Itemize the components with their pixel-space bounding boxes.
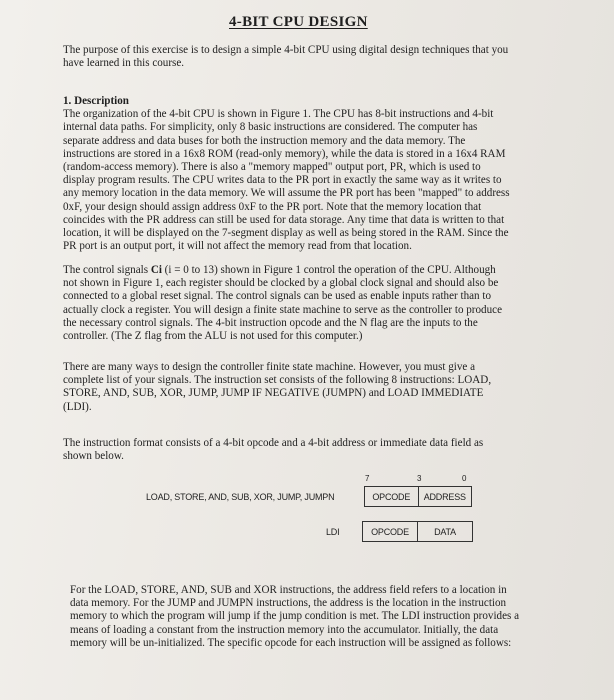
text-line: any memory location in the data memory. We will assume the PR port has been "mapped" to address [63, 187, 510, 200]
text-line: memory will be un-initialized. The specific opcode for each instruction will be assigned as follows: [70, 636, 512, 649]
format-intro-paragraph [63, 437, 547, 463]
text-line: PR port is an output port, it will not affect the memory read from that location. [63, 240, 412, 253]
text-line: means of loading a constant from the instruction memory into the accumulator. Initially, the data [70, 623, 499, 636]
format-label-ldi: LDI [326, 527, 340, 537]
text-line: the necessary control signals. The 4-bit instruction opcode and the N flag are the inputs to the [63, 316, 478, 329]
format-label-memory-ops: LOAD, STORE, AND, SUB, XOR, JUMP, JUMPN [146, 492, 335, 502]
text-line: memory to which the program will jump if the jump condition is met. The LDI instruction provides a [70, 610, 520, 623]
section-heading: 1. Description [63, 95, 129, 107]
text-line: There are many ways to design the controller finite state machine. However, you must give a [63, 361, 476, 373]
text-line: not shown in Figure 1, each register should be clocked by a global clock signal and should also be [63, 277, 499, 290]
text-line: The organization of the 4-bit CPU is shown in Figure 1. The CPU has 8-bit instructions and 4-bit [63, 108, 494, 121]
text-line: (LDI). [63, 400, 92, 413]
text-line: instructions are stored in a 16x8 ROM (read-only memory), while the data is stored in a 16x4 RAM [63, 147, 506, 160]
bit-number-3: 3 [417, 474, 422, 483]
description-section [63, 95, 547, 253]
opcode-field: OPCODE [365, 487, 419, 506]
text-fragment: (i = 0 to 13) shown in Figure 1 control the operation of the CPU. Although [161, 264, 496, 276]
text-line: shown below. [63, 450, 124, 463]
bit-number-7: 7 [365, 474, 370, 483]
text-line: actually clock a register. You will design a finite state machine to serve as the controller to produce [63, 303, 502, 316]
text-line: location, it will be displayed on the 7-segment display as well as being stored in the RAM. Since the [63, 227, 509, 240]
text-line: The instruction format consists of a 4-bit opcode and a 4-bit address or immediate data field as [63, 437, 484, 449]
closing-paragraph [70, 584, 554, 650]
format-box-ldi [362, 521, 473, 542]
text-line: connected to a global reset signal. The control signals can be used as enable inputs rather than to [63, 290, 492, 303]
intro-paragraph [63, 44, 547, 70]
text-line: 0xF, your design should assign address 0xF to the PR port. Note that the memory location that [63, 200, 482, 213]
text-line: (random-access memory). There is also a "memory mapped" output port, PR, which is used to [63, 161, 481, 174]
instruction-set-paragraph [63, 361, 547, 414]
document-title: 4-BIT CPU DESIGN [229, 14, 368, 30]
control-signals-paragraph [63, 264, 547, 343]
text-line: STORE, AND, SUB, XOR, JUMP, JUMP IF NEGATIVE (JUMPN) and LOAD IMMEDIATE [63, 387, 484, 400]
text-line: coincides with the PR address can still be used for data storage. Any time that data is written to that [63, 213, 505, 226]
text-line: The purpose of this exercise is to design a simple 4-bit CPU using digital design techniques that you [63, 44, 509, 56]
text-line: controller. (The Z flag from the ALU is not used for this computer.) [63, 330, 363, 343]
control-signal-ci: Ci [150, 264, 162, 276]
address-field: ADDRESS [423, 491, 466, 502]
opcode-field: OPCODE [363, 522, 418, 541]
text-line: separate address and data buses for both the instruction memory and the data memory. The [63, 134, 466, 147]
data-field: DATA [434, 526, 456, 537]
text-line: internal data paths. For simplicity, only 8 basic instructions are considered. The computer has [63, 121, 478, 134]
bit-number-0: 0 [462, 474, 467, 483]
text-fragment: The control signals [63, 264, 151, 276]
text-line [63, 264, 547, 277]
format-box-memory-ops [364, 486, 472, 507]
text-line: For the LOAD, STORE, AND, SUB and XOR instructions, the address field refers to a location in [70, 584, 507, 596]
text-line: complete list of your signals. The instruction set consists of the following 8 instructions: LOAD, [63, 374, 492, 387]
text-line: data memory. For the JUMP and JUMPN instructions, the address is the location in the instruction [70, 597, 507, 610]
text-line: have learned in this course. [63, 57, 185, 70]
text-line: display program results. The CPU writes data to the PR port in exactly the same way as it writes to [63, 174, 502, 187]
